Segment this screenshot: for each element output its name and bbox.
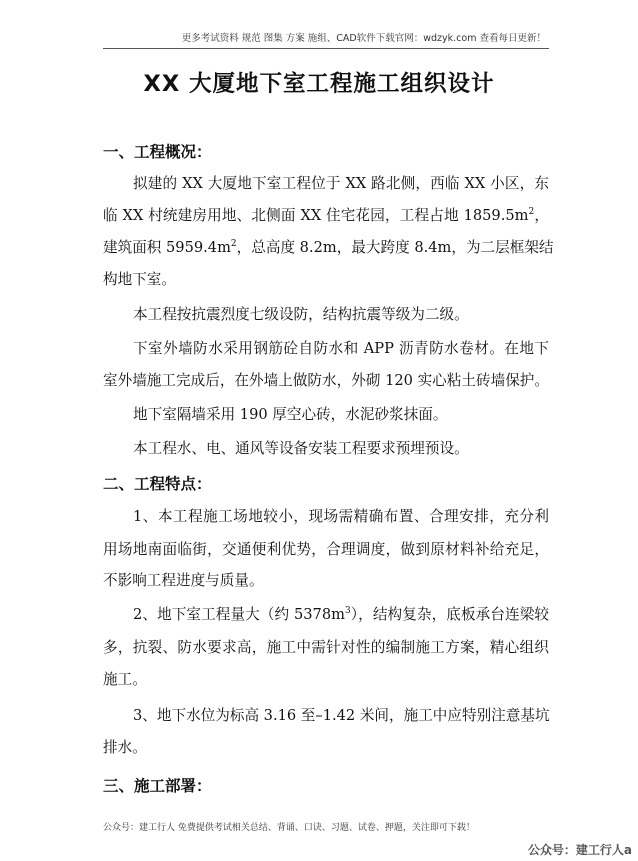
paragraph-text: 建筑面积 5959.4m — [103, 239, 231, 256]
paragraph-text: ，总高度 8.2m，最大跨度 8.4m，为二层框架结 — [236, 239, 554, 256]
section-heading-deployment: 三、施工部署： — [103, 777, 212, 795]
superscript: 2 — [230, 239, 237, 250]
paragraph-line: 多，抗裂、防水要求高，施工中需针对性的编制施工方案，精心组织 — [103, 639, 549, 656]
paragraph-text: 临 XX 村统建房用地、北侧面 XX 住宅花园，工程占地 1859.5m — [103, 207, 529, 224]
paragraph-line — [103, 238, 554, 258]
section-heading-overview: 一、工程概况： — [103, 143, 212, 161]
superscript: 2 — [528, 207, 535, 218]
page-footer: 公众号：建工行人 免费提供考试相关总结、背诵、口诀、习题、试卷、押题，关注即可下载！ — [103, 823, 475, 833]
paragraph-line: 1、本工程施工场地较小，现场需精确布置、合理安排，充分利 — [133, 508, 549, 525]
header-rule — [103, 48, 549, 49]
paragraph-line: 室外墙施工完成后，在外墙上做防水，外砌 120 实心粘土砖墙保护。 — [103, 372, 549, 389]
paragraph-line: 构地下室。 — [103, 271, 176, 288]
section-heading-features: 二、工程特点： — [103, 475, 212, 493]
document-title: XX 大厦地下室工程施工组织设计 — [143, 71, 495, 97]
paragraph-line: 下室外墙防水采用钢筋砼自防水和 APP 沥青防水卷材。在地下 — [133, 340, 549, 357]
paragraph-line: 地下室隔墙采用 190 厚空心砖，水泥砂浆抹面。 — [133, 406, 448, 423]
paragraph-line: 3、地下水位为标高 3.16 至–1.42 米间，施工中应特别注意基坑 — [133, 707, 550, 724]
paragraph-line: 用场地南面临街，交通便利优势，合理调度，做到原材料补给充足， — [103, 541, 549, 558]
paragraph-text: ， — [534, 207, 549, 224]
paragraph-line — [133, 605, 549, 625]
page-header: 更多考试资料 规范 图集 方案 施组、CAD软件下载官网：wdzyk.com 查看每日更新！ — [181, 33, 546, 44]
paragraph-line: 本工程水、电、通风等设备安装工程要求预埋预设。 — [133, 440, 469, 457]
paragraph-line: 本工程按抗震烈度七级设防，结构抗震等级为二级。 — [133, 306, 469, 323]
paragraph-line: 不影响工程进度与质量。 — [103, 572, 264, 589]
superscript: 3 — [344, 606, 351, 617]
paragraph-text: ），结构复杂，底板承台连梁较 — [350, 606, 549, 623]
paragraph-line: 排水。 — [103, 739, 147, 756]
paragraph-text: 2、地下室工程量大（约 5378m — [133, 606, 345, 623]
paragraph-line — [103, 206, 549, 226]
paragraph-line: 施工。 — [103, 671, 147, 688]
watermark: 公众号：建工行人a — [527, 843, 632, 857]
paragraph-line: 拟建的 XX 大厦地下室工程位于 XX 路北侧，西临 XX 小区，东 — [133, 175, 549, 192]
